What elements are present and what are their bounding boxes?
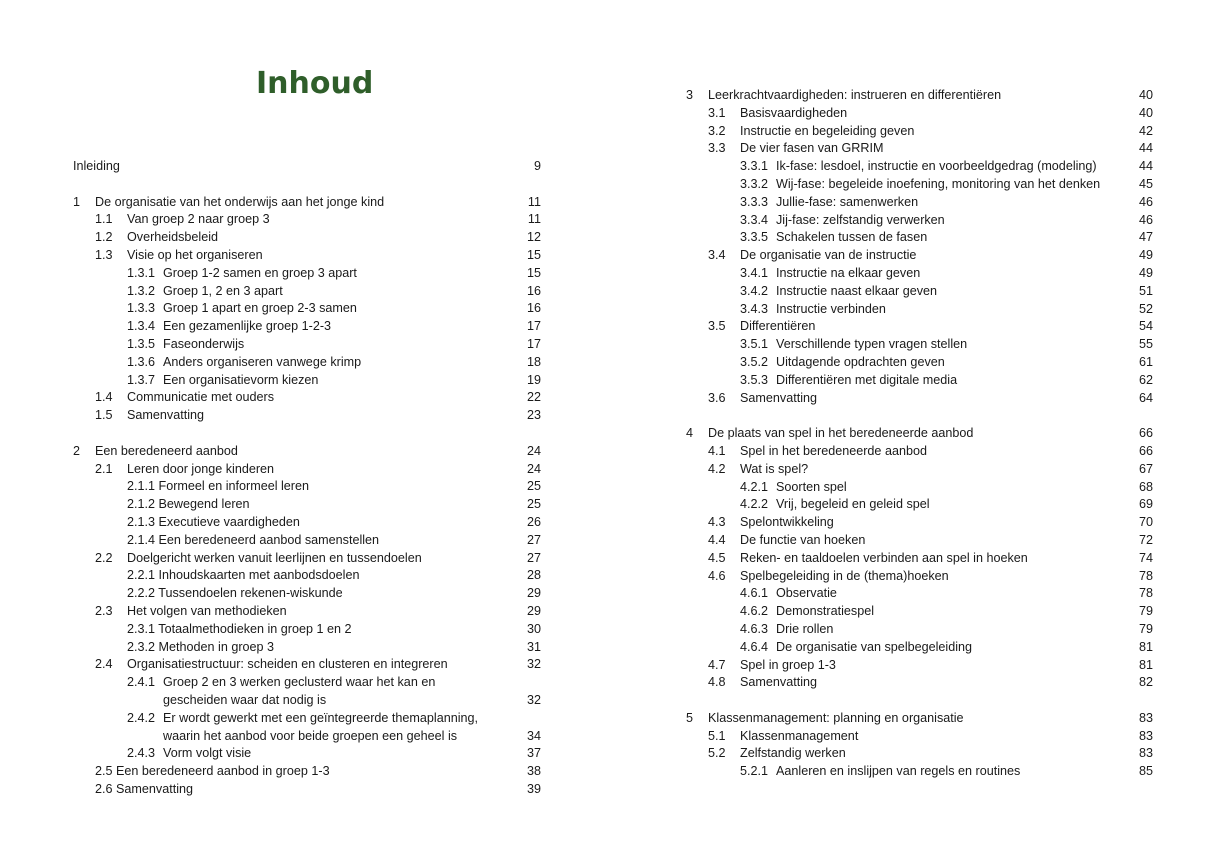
toc-entry-page: 47 <box>1138 230 1153 245</box>
toc-entry[interactable] <box>73 407 541 425</box>
toc-entry-title: 2.1.3 Executieve vaardigheden <box>127 514 300 529</box>
toc-entry-number: 2.1 <box>95 461 113 476</box>
toc-entry-page: 66 <box>1138 426 1153 441</box>
toc-entry[interactable] <box>73 318 541 336</box>
toc-entry-number: 2.2 <box>95 550 113 565</box>
toc-entry-title: Groep 1 apart en groep 2-3 samen <box>163 301 357 316</box>
toc-entry-number: 4.2.1 <box>740 479 769 494</box>
toc-entry-number: 4.2.2 <box>740 497 769 512</box>
toc-entry-title: Differentiëren <box>740 319 816 334</box>
toc-entry-title: Visie op het organiseren <box>127 247 263 262</box>
toc-entry-page: 37 <box>526 746 541 761</box>
toc-entry-number: 2 <box>73 443 81 458</box>
toc-entry-title: 2.3.2 Methoden in groep 3 <box>127 639 275 654</box>
toc-entry-page: 40 <box>1138 88 1153 102</box>
toc-entry-page: 32 <box>526 657 541 672</box>
toc-entry[interactable] <box>686 674 1153 692</box>
toc-entry-number: 2.4.2 <box>127 710 156 725</box>
toc-entry-title: Spelbegeleiding in de (thema)hoeken <box>740 568 949 583</box>
toc-entry-title: Organisatiestructuur: scheiden en clusteren en integreren <box>127 657 448 672</box>
toc-entry-page: 32 <box>526 692 541 707</box>
toc-spacer <box>73 425 541 443</box>
toc-entry-number: 1.3.4 <box>127 319 156 334</box>
toc-entry-page: 38 <box>526 764 541 779</box>
toc-entry-page: 26 <box>526 514 541 529</box>
toc-entry[interactable] <box>73 514 541 532</box>
toc-entry-title: Differentiëren met digitale media <box>776 372 958 387</box>
toc-entry-page: 67 <box>1138 461 1153 476</box>
toc-right-column <box>686 87 1153 781</box>
toc-entry-page: 83 <box>1138 710 1153 725</box>
toc-entry-title: Spel in het beredeneerde aanbod <box>740 443 927 458</box>
toc-entry-title: Klassenmanagement: planning en organisatie <box>708 710 964 725</box>
toc-entry[interactable] <box>686 229 1153 247</box>
toc-entry[interactable] <box>686 728 1153 746</box>
toc-entry[interactable] <box>73 443 541 461</box>
toc-entry[interactable] <box>686 532 1153 550</box>
toc-entry-title: Ik-fase: lesdoel, instructie en voorbeeldgedrag (modeling) <box>776 159 1097 174</box>
toc-entry-title: Schakelen tussen de fasen <box>776 230 928 245</box>
toc-entry-title: Samenvatting <box>740 390 818 405</box>
toc-entry[interactable] <box>73 247 541 265</box>
toc-entry-page: 62 <box>1138 372 1153 387</box>
toc-entry[interactable] <box>73 639 541 657</box>
toc-entry-page: 64 <box>1138 390 1153 405</box>
toc-entry-title: Groep 2 en 3 werken geclusterd waar het kan en <box>163 675 436 690</box>
toc-spacer <box>686 692 1153 710</box>
toc-entry-page: 18 <box>526 354 541 369</box>
toc-entry-title: Samenvatting <box>127 408 205 423</box>
toc-entry-page: 55 <box>1138 337 1153 352</box>
toc-entry-number: 1.3.2 <box>127 283 156 298</box>
toc-entry-page: 24 <box>526 461 541 476</box>
toc-entry[interactable] <box>73 461 541 479</box>
toc-entry-number: 2.3 <box>95 603 113 618</box>
toc-entry[interactable] <box>686 87 1153 105</box>
toc-entry-title: Wij-fase: begeleide inoefening, monitoring van het denken <box>776 176 1101 191</box>
toc-entry-title: Overheidsbeleid <box>127 230 219 245</box>
toc-entry[interactable] <box>686 443 1153 461</box>
toc-entry[interactable] <box>686 105 1153 123</box>
toc-entry[interactable] <box>686 372 1153 390</box>
toc-entry-title: Instructie naast elkaar geven <box>776 283 938 298</box>
toc-entry[interactable] <box>73 229 541 247</box>
toc-entry[interactable] <box>686 568 1153 586</box>
toc-entry[interactable] <box>686 158 1153 176</box>
toc-entry-number: 4.3 <box>708 515 726 530</box>
toc-entry-title: Vorm volgt visie <box>163 746 252 761</box>
toc-entry[interactable] <box>73 300 541 318</box>
toc-entry[interactable] <box>686 247 1153 265</box>
toc-entry-title: waarin het aanbod voor beide groepen een geheel is <box>163 728 458 743</box>
toc-entry[interactable] <box>686 301 1153 319</box>
toc-entry-title: Drie rollen <box>776 621 834 636</box>
toc-entry-number: 2.4.1 <box>127 675 156 690</box>
toc-entry[interactable] <box>686 265 1153 283</box>
toc-entry-title: 2.1.1 Formeel en informeel leren <box>127 479 310 494</box>
toc-entry-title: De organisatie van het onderwijs aan het jonge kind <box>95 194 385 209</box>
toc-entry-title: De organisatie van spelbegeleiding <box>776 639 973 654</box>
toc-entry-number: 4.6.4 <box>740 639 769 654</box>
toc-entry-page: 83 <box>1138 746 1153 761</box>
toc-entry-title: Wat is spel? <box>740 461 809 476</box>
toc-entry-page: 83 <box>1138 728 1153 743</box>
toc-entry-page: 72 <box>1138 532 1153 547</box>
toc-entry-title: Leerkrachtvaardigheden: instrueren en differentiëren <box>708 88 1002 102</box>
toc-entry[interactable] <box>686 425 1153 443</box>
toc-entry-page: 66 <box>1138 443 1153 458</box>
toc-entry-title: De plaats van spel in het beredeneerde aanbod <box>708 426 974 441</box>
toc-entry[interactable] <box>686 621 1153 639</box>
toc-entry[interactable] <box>686 283 1153 301</box>
toc-entry[interactable] <box>73 354 541 372</box>
toc-entry[interactable] <box>73 478 541 496</box>
toc-entry-page: 61 <box>1138 354 1153 369</box>
toc-entry-page: 79 <box>1138 621 1153 636</box>
toc-entry-page: 25 <box>526 479 541 494</box>
toc-entry-page: 81 <box>1138 657 1153 672</box>
toc-entry-number: 2.4.3 <box>127 746 156 761</box>
toc-entry-number: 3.5.3 <box>740 372 769 387</box>
toc-spacer <box>686 407 1153 425</box>
toc-entry-page: 11 <box>527 212 541 227</box>
toc-entry-number: 4.5 <box>708 550 726 565</box>
toc-entry-title: Communicatie met ouders <box>127 390 274 405</box>
toc-entry[interactable] <box>73 194 541 212</box>
toc-entry-title: Er wordt gewerkt met een geïntegreerde themaplanning, <box>163 710 479 725</box>
toc-entry-number: 1.3.5 <box>127 336 156 351</box>
toc-entry-page: 25 <box>526 497 541 512</box>
toc-entry-page: 54 <box>1138 319 1153 334</box>
toc-entry-title: Zelfstandig werken <box>740 746 846 761</box>
toc-entry-number: 3.4.2 <box>740 283 769 298</box>
toc-entry-title: De vier fasen van GRRIM <box>740 141 884 156</box>
toc-entry[interactable] <box>73 585 541 603</box>
toc-entry-title: Spelontwikkeling <box>740 515 834 530</box>
toc-entry-number: 3.4.3 <box>740 301 769 316</box>
toc-entry-number: 4.4 <box>708 532 726 547</box>
toc-entry-page: 11 <box>527 194 541 209</box>
toc-entry-number: 1.3.3 <box>127 301 156 316</box>
toc-entry-page: 49 <box>1138 265 1153 280</box>
toc-entry-page: 15 <box>526 265 541 280</box>
toc-entry-number: 4.6.1 <box>740 586 769 601</box>
toc-entry[interactable] <box>686 603 1153 621</box>
toc-entry[interactable] <box>73 692 541 710</box>
toc-entry-number: 5.2 <box>708 746 726 761</box>
toc-entry[interactable] <box>686 763 1153 781</box>
toc-entry-number: 4.7 <box>708 657 726 672</box>
toc-entry-page: 45 <box>1138 176 1153 191</box>
toc-entry-number: 1.3.6 <box>127 354 156 369</box>
toc-entry-number: 3.3.5 <box>740 230 769 245</box>
toc-entry-title: Klassenmanagement <box>740 728 859 743</box>
toc-entry-page: 30 <box>526 621 541 636</box>
toc-entry-page: 44 <box>1138 159 1153 174</box>
toc-entry-page: 27 <box>526 532 541 547</box>
toc-entry-number: 1.1 <box>95 212 113 227</box>
toc-entry-page: 19 <box>526 372 541 387</box>
toc-entry-title: Verschillende typen vragen stellen <box>776 337 968 352</box>
toc-entry[interactable] <box>686 336 1153 354</box>
toc-entry-title: Samenvatting <box>740 675 818 690</box>
toc-entry[interactable] <box>73 603 541 621</box>
toc-entry-page: 49 <box>1138 248 1153 263</box>
toc-entry-title: Een organisatievorm kiezen <box>163 372 319 387</box>
toc-entry-title: Soorten spel <box>776 479 847 494</box>
toc-entry-number: 4.6.2 <box>740 604 769 619</box>
toc-entry-title: Aanleren en inslijpen van regels en routines <box>776 764 1021 779</box>
toc-entry-page: 42 <box>1138 123 1153 138</box>
toc-entry-page: 17 <box>526 319 541 334</box>
toc-entry-title: Vrij, begeleid en geleid spel <box>776 497 930 512</box>
toc-entry-page: 82 <box>1138 675 1153 690</box>
toc-entry-title: Jij-fase: zelfstandig verwerken <box>776 212 945 227</box>
toc-entry[interactable] <box>686 390 1153 408</box>
toc-entry-title: Een gezamenlijke groep 1-2-3 <box>163 319 332 334</box>
toc-entry-title: Anders organiseren vanwege krimp <box>163 354 362 369</box>
page-title: Inhoud <box>256 66 374 101</box>
toc-entry-title: Groep 1-2 samen en groep 3 apart <box>163 265 357 280</box>
toc-entry-page: 40 <box>1138 105 1153 120</box>
toc-entry-page: 17 <box>526 336 541 351</box>
toc-entry-number: 3 <box>686 88 694 102</box>
toc-entry-number: 4.2 <box>708 461 726 476</box>
toc-entry-page: 46 <box>1138 212 1153 227</box>
toc-entry[interactable] <box>73 656 541 674</box>
toc-entry-page: 74 <box>1138 550 1153 565</box>
toc-entry-page: 28 <box>526 568 541 583</box>
toc-entry[interactable] <box>686 212 1153 230</box>
toc-entry-number: 3.3.4 <box>740 212 769 227</box>
toc-entry[interactable] <box>686 140 1153 158</box>
toc-entry-title: gescheiden waar dat nodig is <box>163 692 327 707</box>
toc-entry-number: 4.8 <box>708 675 726 690</box>
toc-entry-page: 16 <box>526 301 541 316</box>
toc-entry[interactable] <box>73 372 541 390</box>
toc-entry[interactable] <box>73 265 541 283</box>
toc-entry-number: 3.3 <box>708 141 726 156</box>
toc-entry-title: 2.1.4 Een beredeneerd aanbod samenstellen <box>127 532 380 547</box>
toc-entry-number: 3.3.3 <box>740 194 769 209</box>
toc-entry[interactable] <box>686 461 1153 479</box>
toc-entry-page: 12 <box>526 230 541 245</box>
toc-entry-number: 3.5.1 <box>740 337 769 352</box>
toc-entry[interactable] <box>73 283 541 301</box>
toc-entry-title: Reken- en taaldoelen verbinden aan spel in hoeken <box>740 550 1028 565</box>
toc-entry[interactable] <box>686 496 1153 514</box>
toc-entry-number: 2.4 <box>95 657 113 672</box>
toc-spacer <box>73 176 541 194</box>
toc-entry-number: 1.3.1 <box>127 265 156 280</box>
toc-entry[interactable] <box>73 532 541 550</box>
toc-entry[interactable] <box>686 479 1153 497</box>
toc-entry-page: 44 <box>1138 141 1153 156</box>
toc-entry[interactable] <box>73 763 541 781</box>
toc-entry-page: 81 <box>1138 639 1153 654</box>
toc-entry[interactable] <box>73 621 541 639</box>
toc-entry-number: 1.5 <box>95 408 113 423</box>
toc-entry[interactable] <box>686 318 1153 336</box>
toc-entry-page: 79 <box>1138 604 1153 619</box>
toc-entry[interactable] <box>73 674 541 692</box>
toc-entry-page: 22 <box>526 390 541 405</box>
toc-entry-number: 1.3.7 <box>127 372 156 387</box>
toc-entry-page: 85 <box>1138 764 1153 779</box>
toc-entry-page: 29 <box>526 603 541 618</box>
toc-entry-number: 5.1 <box>708 728 726 743</box>
toc-entry-page: 69 <box>1138 497 1153 512</box>
toc-entry-number: 3.4.1 <box>740 265 769 280</box>
toc-entry-page: 23 <box>526 408 541 423</box>
toc-entry-title: Demonstratiespel <box>776 604 874 619</box>
toc-entry-number: 3.5 <box>708 319 726 334</box>
toc-entry[interactable] <box>686 550 1153 568</box>
toc-entry-number: 1.3 <box>95 247 113 262</box>
toc-entry[interactable] <box>73 567 541 585</box>
toc-entry[interactable] <box>73 550 541 568</box>
toc-entry-page: 34 <box>526 728 541 743</box>
toc-entry-title: Een beredeneerd aanbod <box>95 443 238 458</box>
toc-entry-page: 78 <box>1138 568 1153 583</box>
toc-entry[interactable] <box>73 728 541 746</box>
toc-entry-number: 4 <box>686 426 694 441</box>
toc-entry[interactable] <box>686 176 1153 194</box>
toc-entry-title: Het volgen van methodieken <box>127 603 287 618</box>
toc-entry[interactable] <box>73 496 541 514</box>
toc-entry-title: 2.6 Samenvatting <box>95 781 194 796</box>
toc-entry[interactable] <box>686 710 1153 728</box>
toc-entry-title: Doelgericht werken vanuit leerlijnen en tussendoelen <box>127 550 422 565</box>
toc-entry-title: Basisvaardigheden <box>740 105 848 120</box>
toc-entry-page: 27 <box>526 550 541 565</box>
toc-entry[interactable] <box>73 710 541 728</box>
toc-entry-page: 52 <box>1138 301 1153 316</box>
toc-entry-number: 5.2.1 <box>740 764 769 779</box>
toc-entry-page: 29 <box>526 586 541 601</box>
toc-entry-page: 16 <box>526 283 541 298</box>
toc-entry-page: 70 <box>1138 515 1153 530</box>
toc-entry[interactable] <box>686 354 1153 372</box>
toc-entry-title: Observatie <box>776 586 837 601</box>
toc-entry-page: 15 <box>526 247 541 262</box>
toc-entry-title: 2.2.1 Inhoudskaarten met aanbodsdoelen <box>127 568 360 583</box>
toc-entry-title: Instructie en begeleiding geven <box>740 123 915 138</box>
toc-entry-number: 4.1 <box>708 443 726 458</box>
toc-entry[interactable] <box>686 657 1153 675</box>
toc-entry-number: 1.2 <box>95 230 113 245</box>
toc-entry[interactable] <box>73 211 541 229</box>
toc-entry-title: Instructie verbinden <box>776 301 886 316</box>
toc-entry-page: 68 <box>1138 479 1153 494</box>
toc-entry-number: 3.4 <box>708 248 726 263</box>
toc-entry[interactable] <box>686 514 1153 532</box>
toc-entry-title: Instructie na elkaar geven <box>776 265 921 280</box>
toc-entry-title: Jullie-fase: samenwerken <box>776 194 919 209</box>
toc-entry-title: 2.5 Een beredeneerd aanbod in groep 1-3 <box>95 764 330 779</box>
toc-entry-number: 3.3.1 <box>740 159 769 174</box>
toc-entry-number: 1.4 <box>95 390 113 405</box>
toc-entry-number: 3.1 <box>708 105 726 120</box>
toc-entry-page: 46 <box>1138 194 1153 209</box>
toc-entry-page: 9 <box>533 159 541 173</box>
toc-entry-number: 3.3.2 <box>740 176 769 191</box>
toc-entry[interactable] <box>73 745 541 763</box>
toc-entry-title: Spel in groep 1-3 <box>740 657 836 672</box>
toc-entry-title: Van groep 2 naar groep 3 <box>127 212 270 227</box>
toc-entry[interactable] <box>686 639 1153 657</box>
toc-entry-title: Leren door jonge kinderen <box>127 461 275 476</box>
toc-entry[interactable] <box>73 389 541 407</box>
toc-entry-title: De organisatie van de instructie <box>740 248 917 263</box>
toc-entry[interactable] <box>73 336 541 354</box>
toc-left-column <box>73 158 541 799</box>
toc-entry[interactable] <box>686 123 1153 141</box>
toc-entry-number: 3.5.2 <box>740 354 769 369</box>
toc-entry-title: Inleiding <box>73 159 120 173</box>
toc-entry-number: 4.6.3 <box>740 621 769 636</box>
toc-entry-title: Groep 1, 2 en 3 apart <box>163 283 283 298</box>
toc-entry-title: Uitdagende opdrachten geven <box>776 354 945 369</box>
toc-entry-page: 24 <box>526 443 541 458</box>
toc-entry-page: 78 <box>1138 586 1153 601</box>
toc-entry-number: 4.6 <box>708 568 726 583</box>
toc-entry-page: 31 <box>526 639 541 654</box>
toc-entry-title: 2.3.1 Totaalmethodieken in groep 1 en 2 <box>127 621 352 636</box>
toc-entry[interactable] <box>73 158 541 176</box>
toc-entry-number: 3.6 <box>708 390 726 405</box>
toc-entry[interactable] <box>686 585 1153 603</box>
toc-entry-title: De functie van hoeken <box>740 532 866 547</box>
toc-entry-number: 3.2 <box>708 123 726 138</box>
toc-entry-title: 2.2.2 Tussendoelen rekenen-wiskunde <box>127 586 343 601</box>
toc-entry-number: 5 <box>686 710 694 725</box>
toc-entry-title: Faseonderwijs <box>163 336 245 351</box>
toc-entry-page: 39 <box>526 781 541 796</box>
toc-entry-title: 2.1.2 Bewegend leren <box>127 497 250 512</box>
toc-entry-page: 51 <box>1138 283 1153 298</box>
toc-entry[interactable] <box>686 745 1153 763</box>
toc-entry[interactable] <box>686 194 1153 212</box>
toc-entry-number: 1 <box>73 194 81 209</box>
toc-entry[interactable] <box>73 781 541 799</box>
